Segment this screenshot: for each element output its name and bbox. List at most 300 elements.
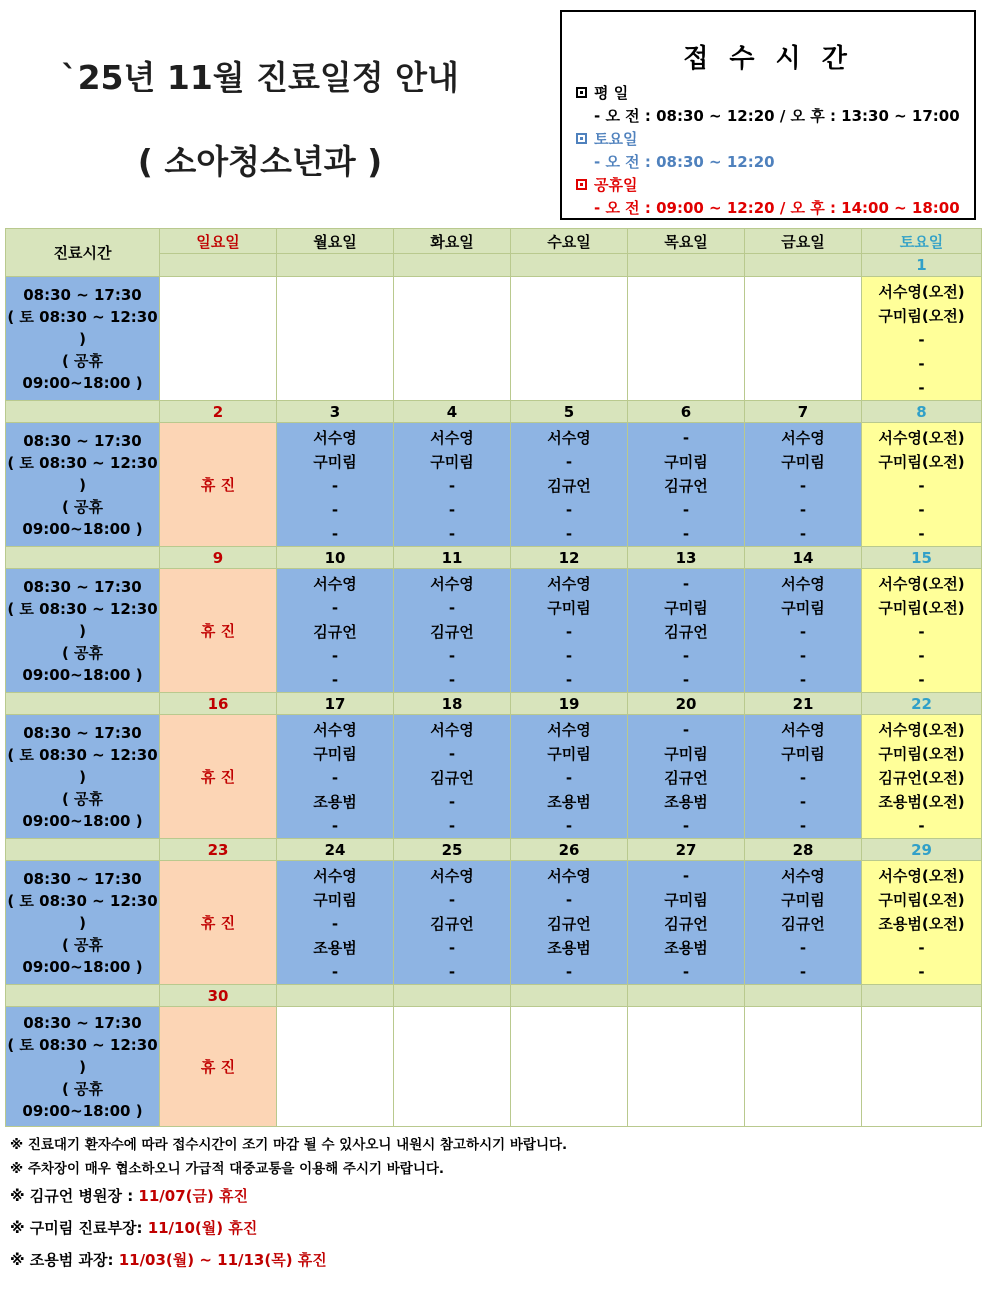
doctor-slot: -	[448, 891, 456, 909]
doctor-slot: -	[331, 769, 339, 787]
doctor-slot: 김규언	[664, 477, 708, 495]
doctor-slot: 서수영	[313, 867, 357, 885]
closed-cell	[160, 715, 277, 839]
schedule-cell	[745, 423, 862, 547]
schedule-cell	[511, 277, 628, 401]
doctor-slot: 구미림	[664, 891, 708, 909]
doctor-slot: -	[799, 769, 807, 787]
day-number: 16	[160, 693, 277, 715]
doctor-slots	[862, 1007, 981, 1010]
day-number-row	[6, 547, 982, 569]
doctor-slot: 서수영	[547, 867, 591, 885]
note-text: ※ 주차장이 매우 협소하오니 가급적 대중교통을 이용해 주시기 바랍니다.	[10, 1161, 445, 1177]
doctor-slots	[511, 277, 627, 280]
closed-cell	[160, 1007, 277, 1127]
doctor-slot: 서수영	[430, 575, 474, 593]
day-number: 11	[394, 547, 511, 569]
day-number-spacer	[6, 985, 160, 1007]
doctor-slot: -	[448, 647, 456, 665]
day-number: 6	[628, 401, 745, 423]
schedule-cell	[862, 569, 982, 693]
schedule-cell	[628, 423, 745, 547]
doctor-slots	[277, 715, 393, 838]
schedule-cell	[862, 423, 982, 547]
closed-label: 휴 진	[200, 768, 236, 786]
note-text: ※ 진료대기 환자수에 따라 접수시간이 조기 마감 될 수 있사오니 내원시 참고하시기 바랍니다.	[10, 1137, 568, 1153]
doctor-slot: 구미림	[547, 745, 591, 763]
clinic-hours-line: ( 공휴 09:00~18:00 )	[22, 497, 143, 538]
page-title: `25년 11월 진료일정 안내	[61, 58, 459, 97]
doctor-slot: 구미림	[430, 453, 474, 471]
doctor-slot: 김규언	[313, 623, 357, 641]
time-header: 진료시간	[6, 229, 160, 277]
doctor-slots	[628, 715, 744, 838]
bullet-square-icon	[576, 87, 587, 98]
doctor-slots	[277, 277, 393, 280]
doctor-slot: 서수영(오전)	[878, 867, 965, 885]
week-body-row	[6, 861, 982, 985]
day-number: 4	[394, 401, 511, 423]
doctor-slot: -	[448, 599, 456, 617]
doctor-slot: -	[799, 477, 807, 495]
day-number: 23	[160, 839, 277, 861]
doctor-slot: 구미림	[313, 745, 357, 763]
doctor-slots	[394, 861, 510, 984]
day-number	[745, 254, 862, 277]
day-number: 2	[160, 401, 277, 423]
doctor-slots	[511, 861, 627, 984]
day-number	[160, 254, 277, 277]
day-number: 12	[511, 547, 628, 569]
doctor-slot: -	[331, 963, 339, 981]
doctor-slots	[277, 1007, 393, 1010]
doctor-slots	[511, 715, 627, 838]
doctor-slot: -	[565, 817, 573, 835]
schedule-cell	[628, 569, 745, 693]
week-body-row	[6, 277, 982, 401]
doctor-slot: -	[682, 963, 690, 981]
doctor-slot: 서수영	[781, 429, 825, 447]
schedule-cell	[277, 861, 394, 985]
clinic-hours-line: ( 토 08:30 ~ 12:30 )	[7, 745, 158, 786]
day-number: 24	[277, 839, 394, 861]
doctor-slot: -	[682, 501, 690, 519]
day-number-row	[6, 401, 982, 423]
doctor-slot: -	[565, 963, 573, 981]
clinic-hours-line: ( 토 08:30 ~ 12:30 )	[7, 307, 158, 348]
doctor-slot: 서수영	[430, 721, 474, 739]
day-number: 14	[745, 547, 862, 569]
doctor-slot: 서수영	[781, 867, 825, 885]
doctor-slot: 조용범(오전)	[878, 915, 965, 933]
day-number: 30	[160, 985, 277, 1007]
schedule-cell	[745, 1007, 862, 1127]
clinic-hours-cell	[6, 715, 160, 839]
doctor-slots	[628, 277, 744, 280]
day-number	[394, 985, 511, 1007]
schedule-cell	[394, 715, 511, 839]
doctor-slot: 서수영(오전)	[878, 721, 965, 739]
schedule-cell	[511, 715, 628, 839]
doctor-slots	[277, 861, 393, 984]
doctor-slot: 김규언	[664, 769, 708, 787]
doctor-slot: 구미림(오전)	[878, 307, 965, 325]
doctor-slot: -	[918, 647, 925, 665]
doctor-slots	[394, 423, 510, 546]
clinic-hours-cell	[6, 861, 160, 985]
doctor-slot: 구미림	[547, 599, 591, 617]
clinic-hours-line: 08:30 ~ 17:30	[23, 1013, 142, 1032]
day-number: 1	[862, 254, 982, 277]
day-number: 19	[511, 693, 628, 715]
doctor-slot: 서수영	[547, 429, 591, 447]
day-number: 20	[628, 693, 745, 715]
doctor-slot: -	[448, 963, 456, 981]
doctor-slot: 구미림	[781, 453, 825, 471]
doctor-slot: 구미림(오전)	[878, 745, 965, 763]
holiday-section	[576, 174, 637, 195]
clinic-hours-line: 08:30 ~ 17:30	[23, 431, 142, 450]
doctor-slot: -	[331, 647, 339, 665]
doctor-slots	[862, 861, 981, 984]
doctor-slot: 서수영(오전)	[878, 429, 965, 447]
doctor-slots	[628, 569, 744, 692]
weekday-detail: - 오 전 : 08:30 ~ 12:20 / 오 후 : 13:30 ~ 17:00	[594, 107, 960, 125]
clinic-hours-line: ( 토 08:30 ~ 12:30 )	[7, 1035, 158, 1076]
doctor-slot: 조용범(오전)	[878, 793, 965, 811]
day-number: 17	[277, 693, 394, 715]
day-number	[511, 254, 628, 277]
day-number: 22	[862, 693, 982, 715]
schedule-cell	[745, 569, 862, 693]
note-line	[10, 1217, 257, 1238]
note-line	[10, 1185, 248, 1206]
day-number	[745, 985, 862, 1007]
doctor-slot: 조용범	[664, 939, 708, 957]
doctor-slot: -	[565, 501, 573, 519]
note-line	[10, 1133, 567, 1153]
weekday-header: 일요일	[160, 229, 277, 254]
doctor-slot: 구미림(오전)	[878, 599, 965, 617]
doctor-slot: 구미림	[664, 599, 708, 617]
doctor-slots	[277, 569, 393, 692]
schedule-cell	[394, 861, 511, 985]
day-number-row	[6, 693, 982, 715]
doctor-slots	[745, 1007, 861, 1010]
day-number-row	[6, 839, 982, 861]
doctor-slots	[862, 715, 981, 838]
doctor-slot: -	[918, 379, 925, 397]
day-number: 7	[745, 401, 862, 423]
doctor-slots	[511, 569, 627, 692]
doctor-slots	[394, 569, 510, 692]
doctor-slot: 김규언	[430, 915, 474, 933]
doctor-slot: 구미림	[313, 891, 357, 909]
day-number: 26	[511, 839, 628, 861]
doctor-slot: -	[918, 355, 925, 373]
closed-label: 휴 진	[200, 476, 236, 494]
doctor-slots	[745, 569, 861, 692]
day-number: 10	[277, 547, 394, 569]
week-body-row	[6, 1007, 982, 1127]
doctor-slot: 조용범	[547, 939, 591, 957]
doctor-slot: -	[799, 501, 807, 519]
doctor-slot: 구미림(오전)	[878, 453, 965, 471]
doctor-slot: -	[682, 575, 690, 593]
closed-label: 휴 진	[200, 1058, 236, 1076]
doctor-slot: -	[565, 769, 573, 787]
weekday-section	[576, 82, 628, 103]
clinic-hours-cell	[6, 423, 160, 547]
clinic-hours-line: ( 공휴 09:00~18:00 )	[22, 935, 143, 976]
doctor-slot: 조용범	[664, 793, 708, 811]
day-number: 25	[394, 839, 511, 861]
doctor-slot: 서수영	[313, 429, 357, 447]
doctor-slot: -	[918, 331, 925, 349]
doctor-slot: 서수영	[430, 429, 474, 447]
closed-cell	[160, 861, 277, 985]
doctor-slots	[394, 715, 510, 838]
day-number: 28	[745, 839, 862, 861]
doctor-slot: -	[331, 525, 339, 543]
schedule-cell	[628, 715, 745, 839]
schedule-cell	[745, 715, 862, 839]
saturday-section	[576, 128, 637, 149]
schedule-cell	[277, 423, 394, 547]
schedule-cell	[862, 277, 982, 401]
doctor-slot: -	[799, 817, 807, 835]
doctor-slot: 김규언(오전)	[878, 769, 965, 787]
doctor-slots	[628, 861, 744, 984]
schedule-cell	[394, 1007, 511, 1127]
schedule-cell	[394, 277, 511, 401]
doctor-slots	[394, 277, 510, 280]
day-number-spacer	[6, 839, 160, 861]
closed-cell	[160, 569, 277, 693]
clinic-hours-line: ( 공휴 09:00~18:00 )	[22, 351, 143, 392]
doctor-slot: 구미림	[664, 453, 708, 471]
doctor-slots	[862, 569, 981, 692]
weekday-header-row	[6, 229, 982, 254]
day-number: 18	[394, 693, 511, 715]
bullet-square-icon	[576, 133, 587, 144]
day-number-spacer	[6, 693, 160, 715]
doctor-slot: -	[918, 623, 925, 641]
doctor-slot: -	[918, 817, 925, 835]
doctor-slot: 서수영	[313, 575, 357, 593]
doctor-slot: 서수영	[313, 721, 357, 739]
weekday-header: 목요일	[628, 229, 745, 254]
note-line	[10, 1249, 327, 1270]
doctor-slot: -	[448, 477, 456, 495]
doctor-slots	[628, 1007, 744, 1010]
day-number: 5	[511, 401, 628, 423]
saturday-detail: - 오 전 : 08:30 ~ 12:20	[594, 153, 775, 171]
doctor-slots	[745, 861, 861, 984]
day-number	[277, 985, 394, 1007]
doctor-slot: 김규언	[664, 915, 708, 933]
schedule-cell	[628, 277, 745, 401]
doctor-slot: -	[799, 939, 807, 957]
doctor-slots	[745, 277, 861, 280]
doctor-slots	[862, 277, 981, 400]
day-number: 9	[160, 547, 277, 569]
saturday-label: 토요일	[594, 130, 638, 148]
doctor-slot: -	[918, 525, 925, 543]
clinic-hours-cell	[6, 1007, 160, 1127]
doctor-slot: -	[331, 477, 339, 495]
schedule-cell	[628, 861, 745, 985]
day-number	[628, 254, 745, 277]
doctor-slot: 김규언	[664, 623, 708, 641]
doctor-slot: -	[448, 671, 456, 689]
schedule-cell	[745, 861, 862, 985]
doctor-slot: -	[448, 817, 456, 835]
doctor-slot: 김규언	[781, 915, 825, 933]
clinic-hours-line: 08:30 ~ 17:30	[23, 577, 142, 596]
doctor-slot: -	[565, 525, 573, 543]
clinic-hours-line: 08:30 ~ 17:30	[23, 723, 142, 742]
clinic-hours-line: ( 공휴 09:00~18:00 )	[22, 643, 143, 684]
doctor-slot: -	[331, 817, 339, 835]
day-number	[511, 985, 628, 1007]
schedule-cell	[862, 1007, 982, 1127]
closed-label: 휴 진	[200, 622, 236, 640]
doctor-slot: -	[448, 939, 456, 957]
doctor-slot: -	[448, 501, 456, 519]
doctor-slot: -	[331, 599, 339, 617]
bullet-square-icon	[576, 179, 587, 190]
page-subtitle: ( 소아청소년과 )	[137, 142, 383, 181]
doctor-slot: -	[565, 647, 573, 665]
day-number: 3	[277, 401, 394, 423]
doctor-slots	[160, 277, 276, 280]
clinic-hours-line: ( 토 08:30 ~ 12:30 )	[7, 891, 158, 932]
doctor-slot: -	[682, 525, 690, 543]
doctor-slot: -	[682, 721, 690, 739]
schedule-cell	[277, 1007, 394, 1127]
schedule-cell	[511, 569, 628, 693]
schedule-cell	[745, 277, 862, 401]
doctor-slot: 서수영(오전)	[878, 283, 965, 301]
schedule-calendar	[5, 228, 982, 1127]
day-number: 15	[862, 547, 982, 569]
doctor-slot: -	[448, 793, 456, 811]
doctor-slot: -	[682, 429, 690, 447]
reception-hours-box	[560, 10, 976, 220]
closed-cell	[160, 423, 277, 547]
doctor-slot: -	[331, 671, 339, 689]
doctor-slot: -	[799, 671, 807, 689]
day-number	[394, 254, 511, 277]
day-number-spacer	[6, 401, 160, 423]
doctor-slot: 서수영	[781, 575, 825, 593]
schedule-cell	[160, 277, 277, 401]
clinic-hours-line: 08:30 ~ 17:30	[23, 285, 142, 304]
day-number: 13	[628, 547, 745, 569]
schedule-cell	[511, 861, 628, 985]
doctor-slot: 조용범	[313, 793, 357, 811]
clinic-hours-line: ( 토 08:30 ~ 12:30 )	[7, 599, 158, 640]
doctor-slot: -	[448, 525, 456, 543]
doctor-slot: 구미림	[781, 891, 825, 909]
doctor-slots	[511, 423, 627, 546]
doctor-slot: -	[799, 793, 807, 811]
note-text: ※ 구미림 진료부장:	[10, 1219, 148, 1237]
doctor-slot: -	[682, 671, 690, 689]
note-highlight: 11/03(월) ~ 11/13(목) 휴진	[118, 1251, 327, 1269]
doctor-slot: 구미림	[781, 745, 825, 763]
schedule-cell	[862, 715, 982, 839]
clinic-hours-cell	[6, 569, 160, 693]
doctor-slot: -	[799, 623, 807, 641]
doctor-slot: 조용범	[547, 793, 591, 811]
note-text: ※ 조용범 과장:	[10, 1251, 119, 1269]
day-number: 27	[628, 839, 745, 861]
doctor-slot: -	[682, 817, 690, 835]
doctor-slot: -	[331, 915, 339, 933]
day-number	[628, 985, 745, 1007]
weekday-header: 토요일	[862, 229, 982, 254]
schedule-cell	[394, 569, 511, 693]
holiday-label: 공휴일	[594, 176, 638, 194]
doctor-slot: -	[565, 623, 573, 641]
doctor-slot: -	[331, 501, 339, 519]
doctor-slot: 서수영	[781, 721, 825, 739]
week-body-row	[6, 715, 982, 839]
doctor-slot: 서수영(오전)	[878, 575, 965, 593]
note-highlight: 11/07(금) 휴진	[138, 1187, 249, 1205]
doctor-slot: 조용범	[313, 939, 357, 957]
week-body-row	[6, 423, 982, 547]
schedule-cell	[628, 1007, 745, 1127]
clinic-hours-line: ( 토 08:30 ~ 12:30 )	[7, 453, 158, 494]
doctor-slot: 김규언	[547, 477, 591, 495]
doctor-slot: -	[565, 671, 573, 689]
clinic-hours-line: 08:30 ~ 17:30	[23, 869, 142, 888]
day-number: 8	[862, 401, 982, 423]
doctor-slot: 서수영	[547, 575, 591, 593]
doctor-slot: 김규언	[430, 769, 474, 787]
doctor-slots	[862, 423, 981, 546]
reception-title: 접 수 시 간	[683, 44, 853, 74]
closed-label: 휴 진	[200, 914, 236, 932]
doctor-slot: 김규언	[547, 915, 591, 933]
weekday-header: 월요일	[277, 229, 394, 254]
doctor-slot: 김규언	[430, 623, 474, 641]
weekday-header: 수요일	[511, 229, 628, 254]
doctor-slot: 서수영	[547, 721, 591, 739]
doctor-slot: -	[799, 647, 807, 665]
note-line	[10, 1157, 444, 1177]
doctor-slot: -	[448, 745, 456, 763]
day-number	[862, 985, 982, 1007]
doctor-slot: 구미림	[664, 745, 708, 763]
doctor-slot: 서수영	[430, 867, 474, 885]
doctor-slots	[745, 715, 861, 838]
doctor-slots	[511, 1007, 627, 1010]
note-highlight: 11/10(월) 휴진	[147, 1219, 258, 1237]
week-body-row	[6, 569, 982, 693]
schedule-cell	[394, 423, 511, 547]
doctor-slot: -	[565, 891, 573, 909]
doctor-slot: -	[682, 647, 690, 665]
schedule-cell	[277, 715, 394, 839]
day-number: 29	[862, 839, 982, 861]
schedule-cell	[277, 569, 394, 693]
doctor-slot: -	[918, 963, 925, 981]
weekday-header: 금요일	[745, 229, 862, 254]
